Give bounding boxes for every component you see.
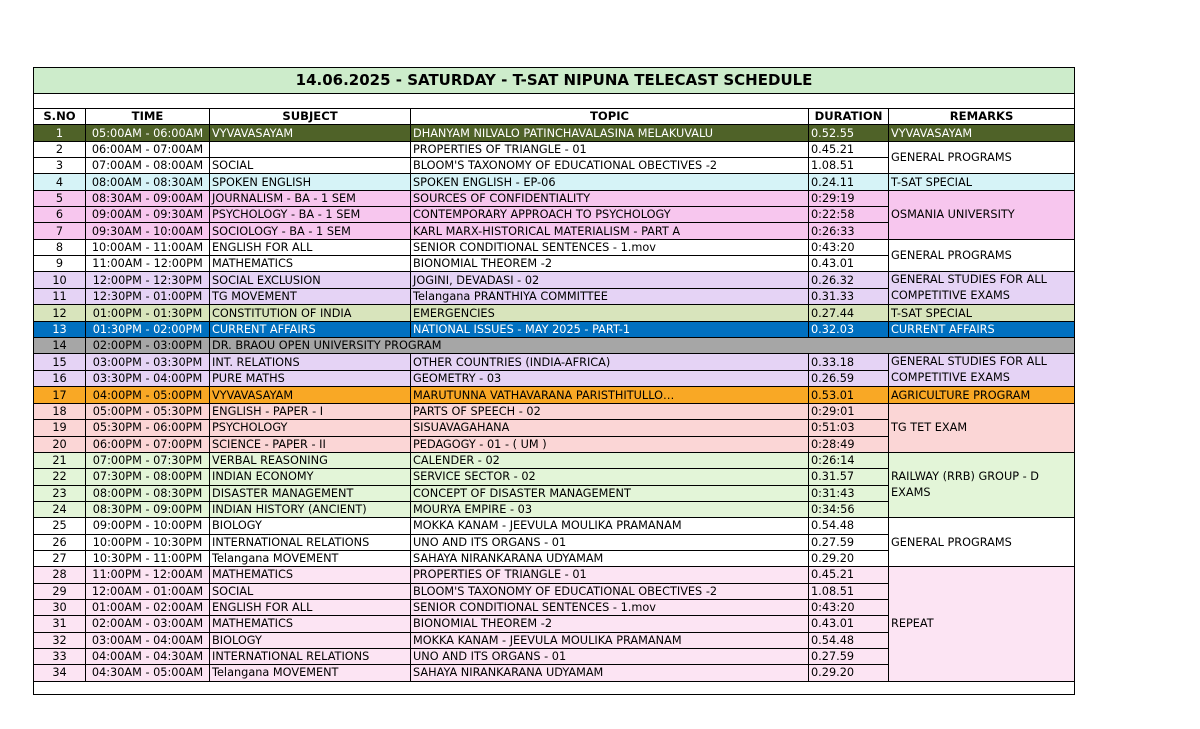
subject-cell: INDIAN HISTORY (ANCIENT) bbox=[210, 501, 411, 517]
time-cell: 11:00PM - 12:00AM bbox=[86, 567, 210, 583]
table-row bbox=[34, 452, 1075, 468]
time-cell: 12:00PM - 12:30PM bbox=[86, 272, 210, 289]
time-cell: 11:00AM - 12:00PM bbox=[86, 256, 210, 272]
topic-cell: SENIOR CONDITIONAL SENTENCES - 1.mov bbox=[411, 599, 809, 615]
topic-cell: KARL MARX-HISTORICAL MATERIALISM - PART A bbox=[411, 223, 809, 239]
time-cell: 08:30PM - 09:00PM bbox=[86, 501, 210, 517]
subject-cell: Telangana MOVEMENT bbox=[210, 665, 411, 681]
table-row bbox=[34, 567, 1075, 583]
sno-cell: 17 bbox=[34, 387, 86, 403]
duration-cell: 0.32.03 bbox=[809, 321, 889, 337]
topic-cell: NATIONAL ISSUES - MAY 2025 - PART-1 bbox=[411, 321, 809, 337]
remarks-cell: GENERAL STUDIES FOR ALL COMPETITIVE EXAMS bbox=[889, 354, 1075, 387]
remarks-cell: GENERAL PROGRAMS bbox=[889, 239, 1075, 272]
topic-cell: PARTS OF SPEECH - 02 bbox=[411, 403, 809, 419]
topic-cell: MOKKA KANAM - JEEVULA MOULIKA PRAMANAM bbox=[411, 518, 809, 534]
blank-cell bbox=[34, 94, 1075, 109]
time-cell: 10:00AM - 11:00AM bbox=[86, 239, 210, 255]
sno-cell: 15 bbox=[34, 354, 86, 371]
time-cell: 10:30PM - 11:00PM bbox=[86, 550, 210, 566]
subject-cell: DISASTER MANAGEMENT bbox=[210, 485, 411, 501]
subject-cell: ENGLISH FOR ALL bbox=[210, 599, 411, 615]
subject-cell: SOCIAL bbox=[210, 583, 411, 599]
duration-cell: 1.08.51 bbox=[809, 583, 889, 599]
topic-cell: EMERGENCIES bbox=[411, 305, 809, 321]
schedule-table bbox=[33, 67, 1075, 695]
subject-cell: SPOKEN ENGLISH bbox=[210, 174, 411, 190]
duration-cell: 0:43:20 bbox=[809, 599, 889, 615]
schedule-sheet bbox=[33, 67, 1074, 695]
sno-cell: 33 bbox=[34, 648, 86, 664]
table-row bbox=[34, 190, 1075, 206]
topic-cell: BIONOMIAL THEOREM -2 bbox=[411, 616, 809, 632]
sno-cell: 24 bbox=[34, 501, 86, 517]
duration-cell: 0.27.44 bbox=[809, 305, 889, 321]
subject-cell: VYVAVASAYAM bbox=[210, 387, 411, 403]
sno-cell: 20 bbox=[34, 436, 86, 452]
duration-cell: 0.54.48 bbox=[809, 632, 889, 648]
subject-cell: SOCIAL bbox=[210, 158, 411, 174]
duration-cell: 0.43.01 bbox=[809, 616, 889, 632]
remarks-cell: GENERAL PROGRAMS bbox=[889, 518, 1075, 567]
duration-cell: 0.45.21 bbox=[809, 567, 889, 583]
subject-cell bbox=[210, 141, 411, 157]
remarks-cell: AGRICULTURE PROGRAM bbox=[889, 387, 1075, 403]
remarks-cell: TG TET EXAM bbox=[889, 403, 1075, 452]
remarks-cell: OSMANIA UNIVERSITY bbox=[889, 190, 1075, 239]
sno-cell: 34 bbox=[34, 665, 86, 681]
table-row bbox=[34, 387, 1075, 403]
duration-cell: 0.29.20 bbox=[809, 665, 889, 681]
topic-cell: SENIOR CONDITIONAL SENTENCES - 1.mov bbox=[411, 239, 809, 255]
duration-cell: 0:29:19 bbox=[809, 190, 889, 206]
remarks-cell: T-SAT SPECIAL bbox=[889, 305, 1075, 321]
sno-cell: 28 bbox=[34, 567, 86, 583]
duration-cell: 0.54.48 bbox=[809, 518, 889, 534]
duration-cell: 0:34:56 bbox=[809, 501, 889, 517]
subject-cell: SOCIAL EXCLUSION bbox=[210, 272, 411, 289]
table-row bbox=[34, 305, 1075, 321]
topic-cell: SOURCES OF CONFIDENTIALITY bbox=[411, 190, 809, 206]
topic-cell: MOURYA EMPIRE - 03 bbox=[411, 501, 809, 517]
time-cell: 08:00AM - 08:30AM bbox=[86, 174, 210, 190]
sno-cell: 16 bbox=[34, 370, 86, 387]
sno-cell: 19 bbox=[34, 420, 86, 436]
subject-cell: SOCIOLOGY - BA - 1 SEM bbox=[210, 223, 411, 239]
topic-cell: SAHAYA NIRANKARANA UDYAMAM bbox=[411, 550, 809, 566]
time-cell: 09:30AM - 10:00AM bbox=[86, 223, 210, 239]
sno-cell: 5 bbox=[34, 190, 86, 206]
duration-cell: 0:31:43 bbox=[809, 485, 889, 501]
topic-cell: MOKKA KANAM - JEEVULA MOULIKA PRAMANAM bbox=[411, 632, 809, 648]
sno-cell: 12 bbox=[34, 305, 86, 321]
subject-cell: VYVAVASAYAM bbox=[210, 125, 411, 141]
sno-cell: 8 bbox=[34, 239, 86, 255]
sno-cell: 1 bbox=[34, 125, 86, 141]
subject-cell: DR. BRAOU OPEN UNIVERSITY PROGRAM bbox=[210, 338, 1075, 354]
time-cell: 06:00AM - 07:00AM bbox=[86, 141, 210, 157]
time-cell: 12:30PM - 01:00PM bbox=[86, 288, 210, 305]
duration-cell: 0.27.59 bbox=[809, 534, 889, 550]
duration-cell: 0.24.11 bbox=[809, 174, 889, 190]
time-cell: 03:30PM - 04:00PM bbox=[86, 370, 210, 387]
topic-cell: SPOKEN ENGLISH - EP-06 bbox=[411, 174, 809, 190]
topic-cell: DHANYAM NILVALO PATINCHAVALASINA MELAKUVALU bbox=[411, 125, 809, 141]
subject-cell: INTERNATIONAL RELATIONS bbox=[210, 648, 411, 664]
topic-cell: Telangana PRANTHIYA COMMITTEE bbox=[411, 288, 809, 305]
topic-cell: OTHER COUNTRIES (INDIA-AFRICA) bbox=[411, 354, 809, 371]
subject-cell: PSYCHOLOGY - BA - 1 SEM bbox=[210, 207, 411, 223]
time-cell: 02:00AM - 03:00AM bbox=[86, 616, 210, 632]
subject-cell: SCIENCE - PAPER - II bbox=[210, 436, 411, 452]
sno-cell: 2 bbox=[34, 141, 86, 157]
sno-cell: 11 bbox=[34, 288, 86, 305]
topic-cell: UNO AND ITS ORGANS - 01 bbox=[411, 534, 809, 550]
duration-cell: 0:51:03 bbox=[809, 420, 889, 436]
duration-cell: 0.26.59 bbox=[809, 370, 889, 387]
time-cell: 01:30PM - 02:00PM bbox=[86, 321, 210, 337]
header-row bbox=[34, 109, 1075, 125]
duration-cell: 0:26:33 bbox=[809, 223, 889, 239]
topic-cell: UNO AND ITS ORGANS - 01 bbox=[411, 648, 809, 664]
table-row bbox=[34, 141, 1075, 157]
table-row bbox=[34, 403, 1075, 419]
sno-cell: 21 bbox=[34, 452, 86, 468]
topic-cell: BLOOM'S TAXONOMY OF EDUCATIONAL OBECTIVES -2 bbox=[411, 583, 809, 599]
title-row bbox=[34, 68, 1075, 94]
time-cell: 08:30AM - 09:00AM bbox=[86, 190, 210, 206]
subject-cell: VERBAL REASONING bbox=[210, 452, 411, 468]
sno-cell: 29 bbox=[34, 583, 86, 599]
subject-cell: PSYCHOLOGY bbox=[210, 420, 411, 436]
table-row bbox=[34, 518, 1075, 534]
subject-cell: ENGLISH FOR ALL bbox=[210, 239, 411, 255]
time-cell: 12:00AM - 01:00AM bbox=[86, 583, 210, 599]
table-row bbox=[34, 125, 1075, 141]
time-cell: 05:30PM - 06:00PM bbox=[86, 420, 210, 436]
topic-cell: PROPERTIES OF TRIANGLE - 01 bbox=[411, 567, 809, 583]
time-cell: 04:30AM - 05:00AM bbox=[86, 665, 210, 681]
topic-cell: SERVICE SECTOR - 02 bbox=[411, 469, 809, 485]
table-row bbox=[34, 272, 1075, 289]
time-cell: 09:00AM - 09:30AM bbox=[86, 207, 210, 223]
topic-cell: BIONOMIAL THEOREM -2 bbox=[411, 256, 809, 272]
topic-cell: GEOMETRY - 03 bbox=[411, 370, 809, 387]
sno-cell: 26 bbox=[34, 534, 86, 550]
remarks-cell: CURRENT AFFAIRS bbox=[889, 321, 1075, 337]
topic-cell: PROPERTIES OF TRIANGLE - 01 bbox=[411, 141, 809, 157]
subject-cell: MATHEMATICS bbox=[210, 567, 411, 583]
sno-cell: 25 bbox=[34, 518, 86, 534]
time-cell: 08:00PM - 08:30PM bbox=[86, 485, 210, 501]
subject-cell: MATHEMATICS bbox=[210, 616, 411, 632]
topic-cell: MARUTUNNA VATHAVARANA PARISTHITULLO… bbox=[411, 387, 809, 403]
duration-cell: 0.45.21 bbox=[809, 141, 889, 157]
subject-cell: TG MOVEMENT bbox=[210, 288, 411, 305]
blank-row bbox=[34, 94, 1075, 109]
remarks-cell: RAILWAY (RRB) GROUP - D EXAMS bbox=[889, 452, 1075, 517]
duration-cell: 0:29:01 bbox=[809, 403, 889, 419]
subject-cell: CURRENT AFFAIRS bbox=[210, 321, 411, 337]
remarks-cell: T-SAT SPECIAL bbox=[889, 174, 1075, 190]
duration-cell: 0:22:58 bbox=[809, 207, 889, 223]
duration-cell: 0.27.59 bbox=[809, 648, 889, 664]
sno-cell: 13 bbox=[34, 321, 86, 337]
topic-cell: CONCEPT OF DISASTER MANAGEMENT bbox=[411, 485, 809, 501]
header-duration: DURATION bbox=[809, 109, 889, 125]
duration-cell: 0:26:14 bbox=[809, 452, 889, 468]
bottom-blank-row bbox=[34, 681, 1075, 694]
sno-cell: 6 bbox=[34, 207, 86, 223]
time-cell: 07:00PM - 07:30PM bbox=[86, 452, 210, 468]
time-cell: 01:00AM - 02:00AM bbox=[86, 599, 210, 615]
header-topic: TOPIC bbox=[411, 109, 809, 125]
sno-cell: 23 bbox=[34, 485, 86, 501]
remarks-cell: REPEAT bbox=[889, 567, 1075, 681]
sno-cell: 3 bbox=[34, 158, 86, 174]
time-cell: 09:00PM - 10:00PM bbox=[86, 518, 210, 534]
duration-cell: 1.08.51 bbox=[809, 158, 889, 174]
time-cell: 03:00PM - 03:30PM bbox=[86, 354, 210, 371]
duration-cell: 0.52.55 bbox=[809, 125, 889, 141]
sno-cell: 9 bbox=[34, 256, 86, 272]
sno-cell: 4 bbox=[34, 174, 86, 190]
duration-cell: 0.53.01 bbox=[809, 387, 889, 403]
header-remarks: REMARKS bbox=[889, 109, 1075, 125]
time-cell: 07:30PM - 08:00PM bbox=[86, 469, 210, 485]
topic-cell: BLOOM'S TAXONOMY OF EDUCATIONAL OBECTIVES -2 bbox=[411, 158, 809, 174]
time-cell: 05:00PM - 05:30PM bbox=[86, 403, 210, 419]
table-row bbox=[34, 174, 1075, 190]
duration-cell: 0.33.18 bbox=[809, 354, 889, 371]
header-sno: S.NO bbox=[34, 109, 86, 125]
sno-cell: 7 bbox=[34, 223, 86, 239]
header-subject: SUBJECT bbox=[210, 109, 411, 125]
table-row bbox=[34, 321, 1075, 337]
subject-cell: CONSTITUTION OF INDIA bbox=[210, 305, 411, 321]
time-cell: 01:00PM - 01:30PM bbox=[86, 305, 210, 321]
time-cell: 03:00AM - 04:00AM bbox=[86, 632, 210, 648]
sno-cell: 22 bbox=[34, 469, 86, 485]
topic-cell: CALENDER - 02 bbox=[411, 452, 809, 468]
topic-cell: SAHAYA NIRANKARANA UDYAMAM bbox=[411, 665, 809, 681]
time-cell: 05:00AM - 06:00AM bbox=[86, 125, 210, 141]
subject-cell: BIOLOGY bbox=[210, 632, 411, 648]
time-cell: 02:00PM - 03:00PM bbox=[86, 338, 210, 354]
sno-cell: 14 bbox=[34, 338, 86, 354]
subject-cell: INDIAN ECONOMY bbox=[210, 469, 411, 485]
duration-cell: 0.31.57 bbox=[809, 469, 889, 485]
topic-cell: CONTEMPORARY APPROACH TO PSYCHOLOGY bbox=[411, 207, 809, 223]
sno-cell: 27 bbox=[34, 550, 86, 566]
subject-cell: INT. RELATIONS bbox=[210, 354, 411, 371]
duration-cell: 0:43:20 bbox=[809, 239, 889, 255]
table-row bbox=[34, 354, 1075, 371]
bottom-blank-cell bbox=[34, 681, 1075, 694]
topic-cell: SISUAVAGAHANA bbox=[411, 420, 809, 436]
subject-cell: BIOLOGY bbox=[210, 518, 411, 534]
sno-cell: 30 bbox=[34, 599, 86, 615]
subject-cell: Telangana MOVEMENT bbox=[210, 550, 411, 566]
subject-cell: INTERNATIONAL RELATIONS bbox=[210, 534, 411, 550]
duration-cell: 0:28:49 bbox=[809, 436, 889, 452]
remarks-cell: VYVAVASAYAM bbox=[889, 125, 1075, 141]
topic-cell: PEDAGOGY - 01 - ( UM ) bbox=[411, 436, 809, 452]
subject-cell: ENGLISH - PAPER - I bbox=[210, 403, 411, 419]
time-cell: 06:00PM - 07:00PM bbox=[86, 436, 210, 452]
time-cell: 04:00PM - 05:00PM bbox=[86, 387, 210, 403]
subject-cell: JOURNALISM - BA - 1 SEM bbox=[210, 190, 411, 206]
time-cell: 04:00AM - 04:30AM bbox=[86, 648, 210, 664]
header-time: TIME bbox=[86, 109, 210, 125]
subject-cell: PURE MATHS bbox=[210, 370, 411, 387]
sno-cell: 10 bbox=[34, 272, 86, 289]
sno-cell: 32 bbox=[34, 632, 86, 648]
schedule-title: 14.06.2025 - SATURDAY - T-SAT NIPUNA TELECAST SCHEDULE bbox=[34, 68, 1075, 94]
remarks-cell: GENERAL PROGRAMS bbox=[889, 141, 1075, 174]
duration-cell: 0.43.01 bbox=[809, 256, 889, 272]
time-cell: 07:00AM - 08:00AM bbox=[86, 158, 210, 174]
remarks-cell: GENERAL STUDIES FOR ALL COMPETITIVE EXAMS bbox=[889, 272, 1075, 305]
duration-cell: 0.29.20 bbox=[809, 550, 889, 566]
sno-cell: 31 bbox=[34, 616, 86, 632]
sno-cell: 18 bbox=[34, 403, 86, 419]
topic-cell: JOGINI, DEVADASI - 02 bbox=[411, 272, 809, 289]
table-row bbox=[34, 338, 1075, 354]
time-cell: 10:00PM - 10:30PM bbox=[86, 534, 210, 550]
duration-cell: 0.31.33 bbox=[809, 288, 889, 305]
duration-cell: 0.26.32 bbox=[809, 272, 889, 289]
table-row bbox=[34, 239, 1075, 255]
subject-cell: MATHEMATICS bbox=[210, 256, 411, 272]
